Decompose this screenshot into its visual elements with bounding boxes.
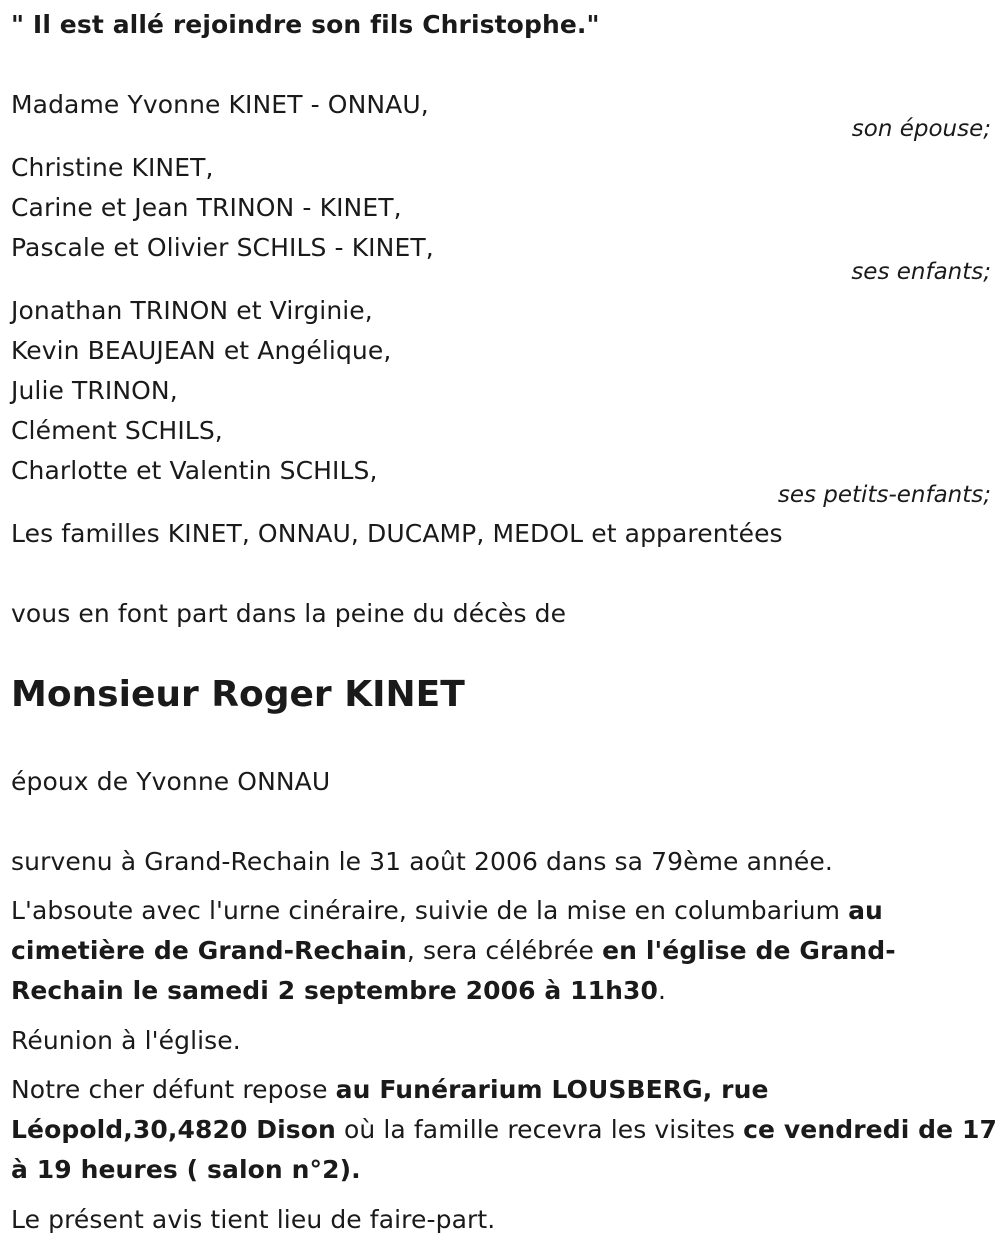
visits-line-2 xyxy=(11,1115,997,1145)
ceremony-text: , sera célébrée xyxy=(406,936,603,965)
deceased-name: Monsieur Roger KINET xyxy=(11,674,465,715)
ceremony-line-1 xyxy=(11,896,883,926)
visits-text: où la famille recevra les visites xyxy=(335,1115,744,1144)
grandchild-name: Clément SCHILS, xyxy=(11,416,223,445)
ceremony-text: L'absoute avec l'urne cinéraire, suivie de la mise en columbarium xyxy=(11,896,849,925)
ceremony-text: . xyxy=(658,976,667,1005)
death-info: survenu à Grand-Rechain le 31 août 2006 dans sa 79ème année. xyxy=(11,847,833,876)
visits-hours: à 19 heures ( salon n°2). xyxy=(11,1155,361,1184)
child-name: Christine KINET, xyxy=(11,153,214,182)
ceremony-line-3 xyxy=(11,976,666,1006)
ceremony-text-bold: au xyxy=(848,896,883,925)
child-name: Pascale et Olivier SCHILS - KINET, xyxy=(11,233,434,262)
grandchild-name: Kevin BEAUJEAN et Angélique, xyxy=(11,336,392,365)
grandchild-name: Jonathan TRINON et Virginie, xyxy=(11,296,373,325)
ceremony-church: en l'église de Grand- xyxy=(602,936,896,965)
families: Les familles KINET, ONNAU, DUCAMP, MEDOL et apparentées xyxy=(11,519,783,548)
spouse-name: Madame Yvonne KINET - ONNAU, xyxy=(11,90,429,119)
child-name: Carine et Jean TRINON - KINET, xyxy=(11,193,402,222)
grandchild-name: Charlotte et Valentin SCHILS, xyxy=(11,456,378,485)
reunion: Réunion à l'église. xyxy=(11,1026,241,1055)
ceremony-cemetery: cimetière de Grand-Rechain xyxy=(11,936,407,965)
announcement: vous en font part dans la peine du décès de xyxy=(11,599,567,628)
visits-text: Notre cher défunt repose xyxy=(11,1075,336,1104)
grandchildren-role: ses petits-enfants; xyxy=(777,482,991,508)
visits-day: ce vendredi de 17 xyxy=(743,1115,998,1144)
children-role: ses enfants; xyxy=(851,259,991,285)
visits-funeral-home: au Funérarium LOUSBERG, rue xyxy=(335,1075,769,1104)
ceremony-line-2 xyxy=(11,936,896,966)
ceremony-date: Rechain le samedi 2 septembre 2006 à 11h30 xyxy=(11,976,659,1005)
spouse-of: époux de Yvonne ONNAU xyxy=(11,767,331,796)
visits-line-1 xyxy=(11,1075,769,1105)
spouse-role: son épouse; xyxy=(851,116,991,142)
closing: Le présent avis tient lieu de faire-part. xyxy=(11,1205,496,1234)
grandchild-name: Julie TRINON, xyxy=(11,376,178,405)
visits-address: Léopold,30,4820 Dison xyxy=(11,1115,336,1144)
quote: " Il est allé rejoindre son fils Christophe." xyxy=(11,10,600,39)
